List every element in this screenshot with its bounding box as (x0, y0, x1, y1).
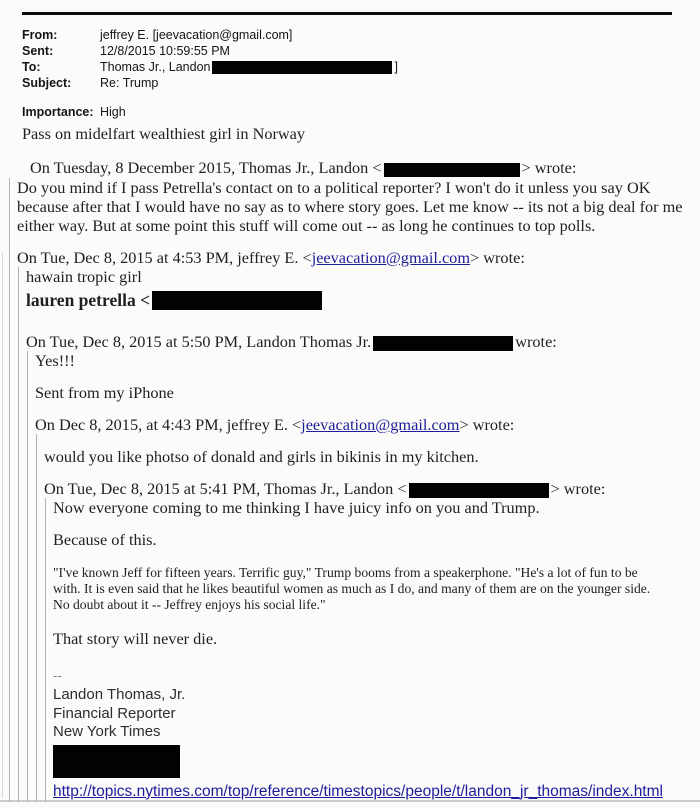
importance-value: High (100, 105, 126, 119)
attribution-text: wrote: (515, 332, 557, 351)
nytimes-profile-link[interactable]: http://topics.nytimes.com/top/reference/timestopics/people/t/landon_jr_thomas/index.html (53, 782, 663, 800)
message-line: That story will never die. (53, 629, 218, 648)
attribution-text: On Tue, Dec 8, 2015 at 5:50 PM, Landon Thomas Jr. (26, 332, 372, 351)
attribution-text: On Tue, Dec 8, 2015 at 5:41 PM, Thomas Jr., Landon < (44, 479, 407, 498)
sent-from-iphone-line: Sent from my iPhone (35, 383, 174, 402)
attribution-text: > wrote: (550, 479, 606, 498)
header-row-importance (22, 104, 672, 120)
email-link[interactable]: jeevacation@gmail.com (301, 415, 460, 434)
to-label: To: (22, 60, 41, 74)
attribution-text: > wrote: (521, 158, 577, 177)
signature-block (53, 686, 694, 802)
header-row-to (22, 59, 672, 75)
to-value-text: Thomas Jr., Landon (100, 60, 211, 74)
to-value-suffix: ] (394, 60, 398, 74)
subject-label: Subject: (22, 76, 72, 90)
attribution-text: > wrote: (470, 248, 525, 267)
quote-attribution-1 (30, 158, 694, 177)
message-line: hawain tropic girl (26, 267, 142, 286)
signature-organization: New York Times (53, 723, 161, 740)
email-body (8, 124, 694, 802)
header-divider (22, 12, 672, 15)
header-row-from (22, 27, 672, 43)
quote-block-level2 (18, 267, 694, 802)
header-row-sent (22, 43, 672, 59)
message-line: Now everyone coming to me thinking I have juicy info on you and Trump. (53, 498, 540, 517)
redaction-bar (384, 163, 520, 177)
signature-url-line (53, 782, 675, 802)
quote-block-level4 (36, 434, 694, 802)
signature-title: Financial Reporter (53, 704, 176, 722)
to-value (100, 59, 672, 75)
message-line: Yes!!! (35, 351, 75, 370)
message-paragraph: Do you mind if I pass Petrella's contact on to a political reporter? I won't do it unless you say OK because after that I would have no say as to where story goes. Let me know -- its not a big deal for me either way. But at some point this stuff will come out -- as long he continues to top polls. (17, 178, 683, 235)
from-value: jeffrey E. [jeevacation@gmail.com] (100, 28, 293, 42)
sent-value: 12/8/2015 10:59:55 PM (100, 44, 230, 58)
email-header (22, 27, 672, 120)
attribution-text: On Tue, Dec 8, 2015 at 4:53 PM, jeffrey E. < (17, 248, 312, 267)
from-label: From: (22, 28, 58, 42)
quote-attribution-4 (35, 415, 694, 434)
quote-block-level1 (9, 178, 694, 802)
subject-value: Re: Trump (100, 76, 159, 90)
press-quote-paragraph: "I've known Jeff for fifteen years. Terrific guy," Trump booms from a speakerphone. "He's a lot of fun to be with. It is even said that he likes beautiful women as much as I do, and many of them are on the younger side. No doubt about it -- Jeffrey enjoys his social life." (53, 565, 651, 612)
attribution-text: > wrote: (459, 415, 515, 434)
quote-attribution-2 (17, 248, 694, 267)
sent-label: Sent: (22, 44, 54, 58)
redaction-bar (212, 61, 392, 74)
attribution-text: On Tuesday, 8 December 2015, Thomas Jr., Landon < (30, 158, 382, 177)
quote-attribution-3 (26, 332, 694, 351)
message-line: would you like photso of donald and girls in bikinis in my kitchen. (44, 447, 479, 466)
redaction-bar (409, 483, 549, 498)
message-line: Because of this. (53, 530, 157, 549)
redaction-bar (373, 336, 513, 351)
redaction-bar (152, 291, 322, 310)
signature-name: Landon Thomas, Jr. (53, 686, 186, 703)
attribution-text: On Dec 8, 2015, at 4:43 PM, jeffrey E. < (35, 415, 302, 434)
signature-separator: -- (53, 668, 62, 683)
importance-label: Importance: (22, 105, 94, 119)
quote-block-level5 (45, 498, 694, 802)
redaction-bar (53, 745, 180, 778)
email-link[interactable]: jeevacation@gmail.com (311, 248, 470, 267)
contact-name: lauren petrella < (26, 290, 151, 310)
opening-line: Pass on midelfart wealthiest girl in Norway (22, 124, 306, 143)
photo-left-edge-artifact (2, 252, 3, 798)
quote-block-level3 (27, 351, 694, 802)
quote-attribution-5 (44, 479, 694, 498)
header-row-subject (22, 75, 672, 91)
contact-line (26, 289, 694, 311)
